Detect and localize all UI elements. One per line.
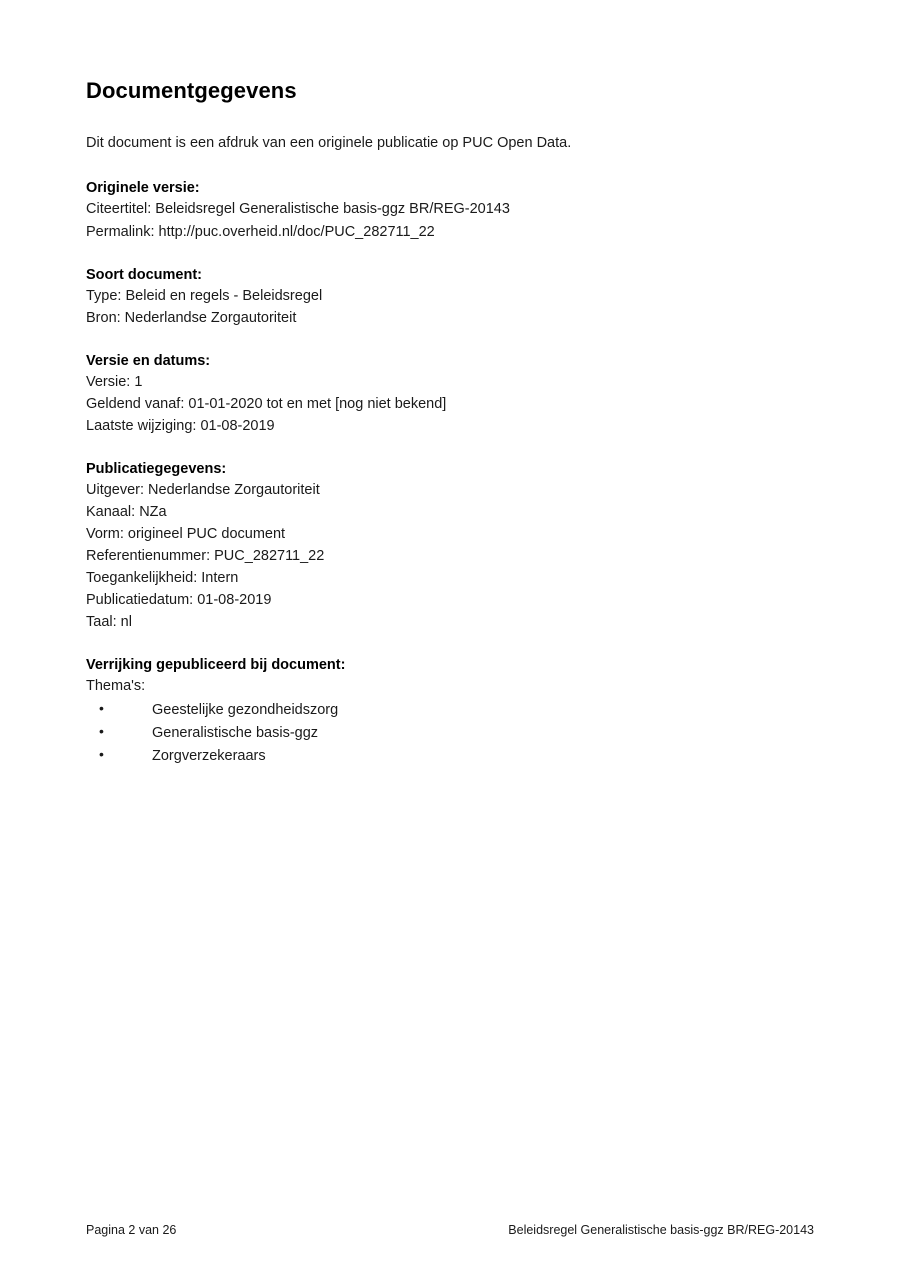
section-line: Uitgever: Nederlandse Zorgautoriteit bbox=[86, 481, 320, 498]
section-line: Referentienummer: PUC_282711_22 bbox=[86, 547, 325, 564]
section-line: Geldend vanaf: 01-01-2020 tot en met [nog niet bekend] bbox=[86, 395, 447, 412]
page-title: Documentgegevens bbox=[86, 78, 297, 103]
list-item bbox=[86, 745, 826, 767]
section-line: Citeertitel: Beleidsregel Generalistische basis-ggz BR/REG-20143 bbox=[86, 201, 510, 218]
section-line: Kanaal: NZa bbox=[86, 503, 167, 520]
section-versie-en-datums bbox=[86, 353, 826, 437]
list-item-label: Geestelijke gezondheidszorg bbox=[152, 701, 339, 718]
section-line: Toegankelijkheid: Intern bbox=[86, 569, 239, 586]
section-heading: Soort document: bbox=[86, 266, 202, 283]
list-item-label: Zorgverzekeraars bbox=[152, 748, 266, 764]
section-line: Taal: nl bbox=[86, 613, 132, 630]
section-heading: Publicatiegegevens: bbox=[86, 460, 227, 477]
bullet-icon: • bbox=[99, 722, 104, 739]
section-line: Publicatiedatum: 01-08-2019 bbox=[86, 591, 272, 608]
section-line: Vorm: origineel PUC document bbox=[86, 525, 286, 542]
section-soort-document bbox=[86, 267, 826, 329]
themes-list bbox=[86, 699, 826, 767]
section-heading: Verrijking gepubliceerd bij document: bbox=[86, 656, 346, 673]
section-line: Permalink: http://puc.overheid.nl/doc/PUC_282711_22 bbox=[86, 223, 435, 240]
list-item bbox=[86, 722, 826, 744]
list-item bbox=[86, 699, 826, 721]
section-verrijking bbox=[86, 657, 826, 767]
section-line: Bron: Nederlandse Zorgautoriteit bbox=[86, 309, 297, 326]
section-originele-versie bbox=[86, 180, 826, 242]
section-publicatiegegevens bbox=[86, 461, 826, 633]
footer-document-title: Beleidsregel Generalistische basis-ggz BR/REG-20143 bbox=[508, 1223, 814, 1237]
section-line: Laatste wijziging: 01-08-2019 bbox=[86, 417, 275, 434]
bullet-icon: • bbox=[99, 699, 104, 716]
page-footer bbox=[86, 1223, 814, 1237]
section-line: Type: Beleid en regels - Beleidsregel bbox=[86, 287, 323, 304]
intro-paragraph: Dit document is een afdruk van een originele publicatie op PUC Open Data. bbox=[86, 135, 572, 151]
section-heading: Originele versie: bbox=[86, 180, 200, 197]
bullet-icon: • bbox=[99, 746, 104, 762]
section-line: Versie: 1 bbox=[86, 373, 143, 390]
footer-page-number: Pagina 2 van 26 bbox=[86, 1223, 177, 1237]
document-body bbox=[86, 78, 826, 791]
list-item-label: Generalistische basis-ggz bbox=[152, 724, 319, 741]
section-heading: Versie en datums: bbox=[86, 352, 211, 369]
themes-label: Thema's: bbox=[86, 677, 146, 694]
